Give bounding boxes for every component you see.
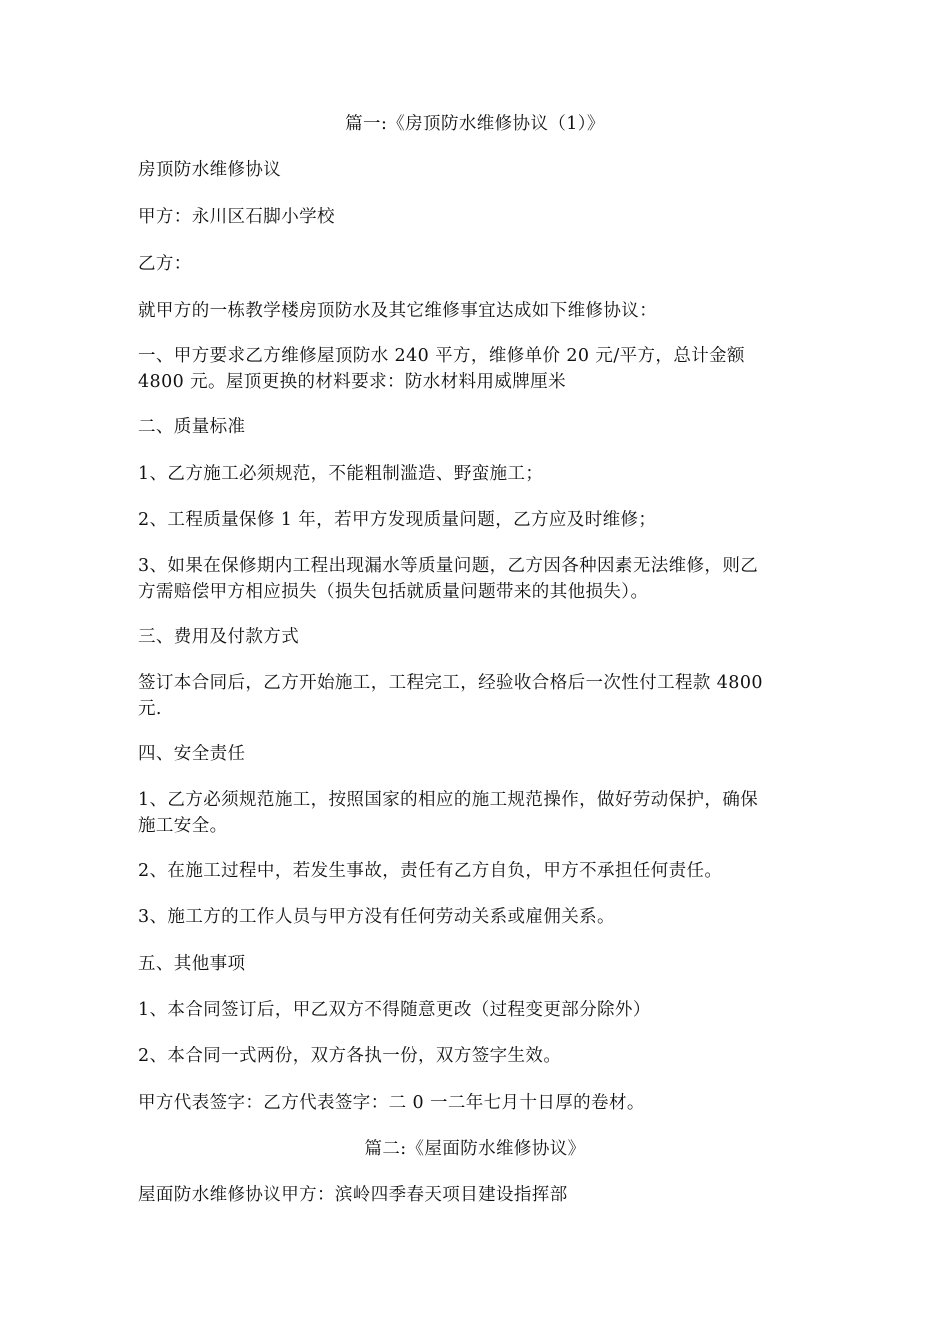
section-3-line-2: 元.: [138, 699, 162, 719]
section-3-line-1: 签订本合同后，乙方开始施工，工程完工，经验收合格后一次性付工程款 4800: [138, 673, 763, 693]
section-5-item-2: 2、本合同一式两份，双方各执一份，双方签字生效。: [138, 1046, 562, 1066]
signature-line: 甲方代表签字：乙方代表签字：二 0 一二年七月十日厚的卷材。: [138, 1093, 645, 1113]
party-b: 乙方：: [138, 254, 192, 274]
section-4-item-3: 3、施工方的工作人员与甲方没有任何劳动关系或雇佣关系。: [138, 907, 615, 927]
section-5-heading: 五、其他事项: [138, 954, 246, 974]
item-1-line-1: 一、甲方要求乙方维修屋顶防水 240 平方，维修单价 20 元/平方，总计金额: [138, 346, 745, 366]
section-4-heading: 四、安全责任: [138, 744, 246, 764]
item-1-line-2: 4800 元。屋顶更换的材料要求：防水材料用威牌厘米: [138, 372, 566, 392]
party-a: 甲方：永川区石脚小学校: [138, 207, 335, 227]
intro-paragraph: 就甲方的一栋教学楼房顶防水及其它维修事宜达成如下维修协议：: [138, 301, 658, 321]
second-agreement-first-line: 屋面防水维修协议甲方：滨岭四季春天项目建设指挥部: [138, 1185, 568, 1205]
section-2-heading: 二、质量标准: [138, 417, 246, 437]
section-2-item-3-line-2: 方需赔偿甲方相应损失（损失包括就质量问题带来的其他损失）。: [138, 582, 649, 602]
section-4-item-1-line-1: 1、乙方必须规范施工，按照国家的相应的施工规范操作，做好劳动保护，确保: [138, 790, 759, 810]
document-title-1: 篇一:《房顶防水维修协议（1）》: [345, 114, 605, 134]
section-2-item-3-line-1: 3、如果在保修期内工程出现漏水等质量问题，乙方因各种因素无法维修，则乙: [138, 556, 759, 576]
section-5-item-1: 1、本合同签订后，甲乙双方不得随意更改（过程变更部分除外）: [138, 1000, 651, 1020]
agreement-subtitle: 房顶防水维修协议: [138, 160, 282, 180]
section-2-item-2: 2、工程质量保修 1 年，若甲方发现质量问题，乙方应及时维修；: [138, 510, 657, 530]
section-4-item-2: 2、在施工过程中，若发生事故，责任有乙方自负，甲方不承担任何责任。: [138, 861, 723, 881]
section-4-item-1-line-2: 施工安全。: [138, 816, 228, 836]
section-3-heading: 三、费用及付款方式: [138, 627, 300, 647]
document-title-2: 篇二:《屋面防水维修协议》: [364, 1139, 586, 1159]
section-2-item-1: 1、乙方施工必须规范，不能粗制滥造、野蛮施工；: [138, 464, 544, 484]
